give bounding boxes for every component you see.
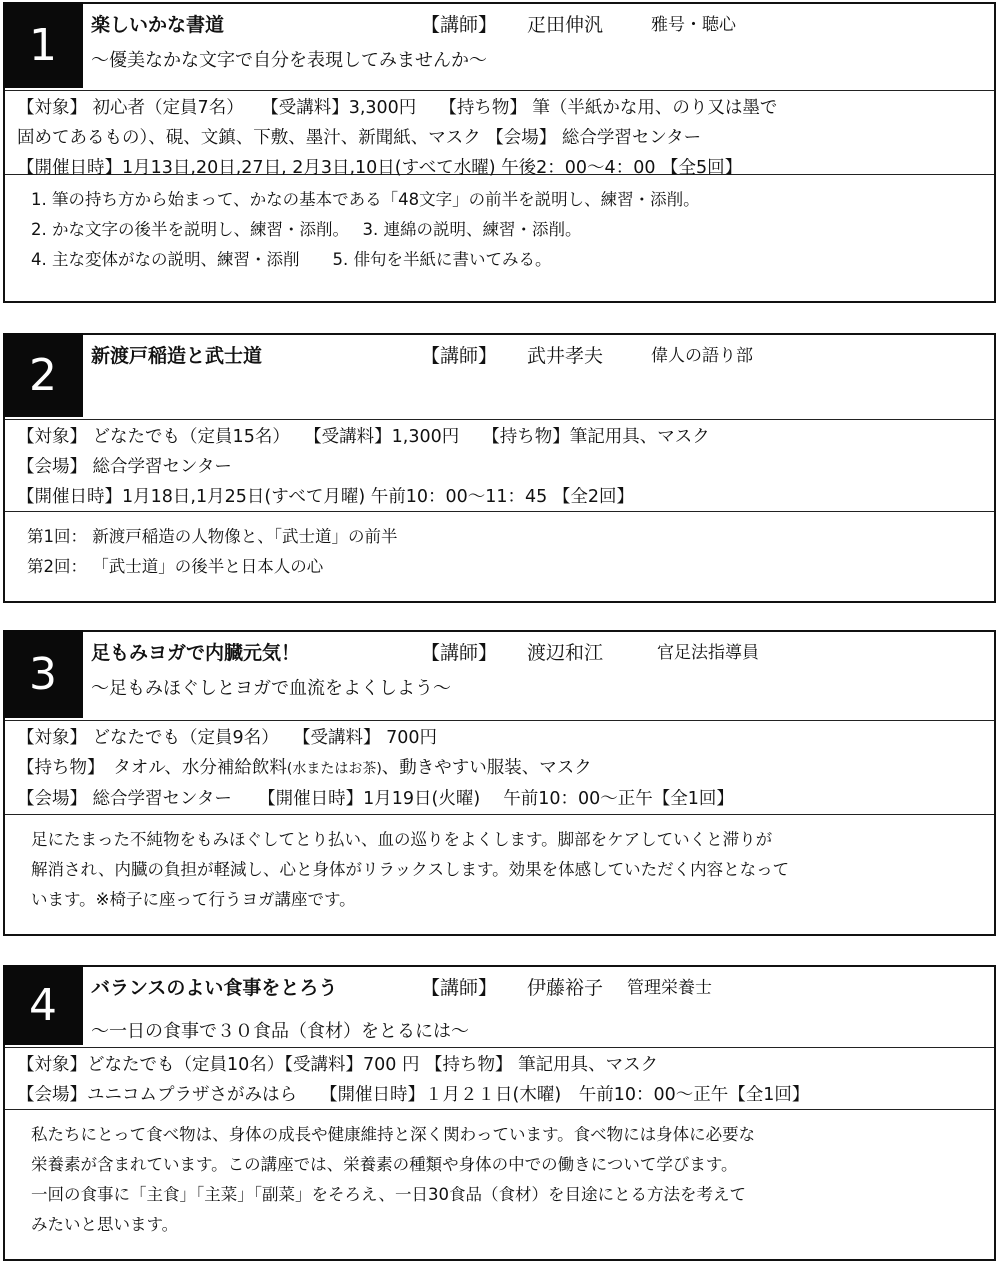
desc-line: 足にたまった不純物をもみほぐしてとり払い、血の巡りをよくします。脚部をケアしていくと滞りが [31, 830, 773, 849]
lecturer-label: 【講師】 [421, 14, 498, 36]
desc-line: 4. 主な変体がなの説明、練習・添削 5. 俳句を半紙に書いてみる。 [31, 250, 552, 269]
course-description [5, 512, 994, 582]
course-title: 楽しいかな書道 [91, 14, 225, 36]
course-info [5, 420, 994, 512]
course-subtitle: ～優美なかな文字で自分を表現してみませんか～ [91, 50, 487, 71]
course-description [5, 815, 994, 915]
course-2 [3, 333, 996, 603]
info-line: 【会場】ユニコムプラザさがみはら 【開催日時】１月２１日(木曜) 午前10：00～正午【全1回】 [17, 1085, 810, 1105]
course-header [5, 967, 994, 1048]
desc-line: 一回の食事に「主食」「主菜」「副菜」をそろえ、一日30食品（食材）を目途にとる方法を考えて [31, 1185, 746, 1204]
course-subtitle: ～足もみほぐしとヨガで血流をよくしよう～ [91, 678, 451, 699]
lecturer-role: 偉人の語り部 [651, 346, 753, 366]
info-line: 【開催日時】1月13日,20日,27日, 2月3日,10日(すべて水曜) 午後2：00～4：00 【全5回】 [17, 158, 743, 178]
info-note-small: (水またはお茶) [286, 761, 382, 777]
course-number: 4 [3, 965, 83, 1045]
lecturer-name: 渡辺和江 [527, 642, 604, 664]
info-line: 【持ち物】 タオル、水分補給飲料(水またはお茶)、動きやすい服装、マスク [17, 758, 592, 778]
course-title: 足もみヨガで内臓元気！ [91, 642, 301, 664]
course-info [5, 721, 994, 815]
desc-line: 1. 筆の持ち方から始まって、かなの基本である「48文字」の前半を説明し、練習・添削。 [31, 190, 700, 209]
course-title: バランスのよい食事をとろう [91, 977, 338, 999]
lecturer-name: 疋田伸汎 [527, 14, 604, 36]
course-info [5, 91, 994, 178]
course-1 [3, 2, 996, 303]
info-line: 【開催日時】1月18日,1月25日(すべて月曜) 午前10：00～11：45 【全2回】 [17, 487, 635, 507]
info-line: 固めてあるもの）、硯、文鎮、下敷、墨汁、新聞紙、マスク 【会場】 総合学習センター [17, 128, 702, 148]
desc-line: 第2回： 「武士道」の後半と日本人の心 [27, 557, 324, 576]
course-header [5, 632, 994, 721]
lecturer-name: 武井孝夫 [527, 345, 604, 367]
info-line: 【会場】 総合学習センター 【開催日時】1月19日(火曜) 午前10：00～正午【全1回】 [17, 789, 734, 809]
course-number: 2 [3, 333, 83, 417]
course-number: 1 [3, 2, 83, 88]
desc-line: 栄養素が含まれています。この講座では、栄養素の種類や身体の中での働きについて学びます。 [31, 1155, 738, 1174]
info-line: 【対象】 どなたでも（定員15名） 【受講料】1,300円 【持ち物】筆記用具、マスク [17, 427, 710, 447]
info-line: 【会場】 総合学習センター [17, 457, 232, 477]
course-header [5, 4, 994, 91]
course-4 [3, 965, 996, 1261]
info-line: 【対象】どなたでも（定員10名）【受講料】700 円 【持ち物】 筆記用具、マスク [17, 1055, 659, 1075]
course-description [5, 1110, 994, 1240]
desc-line: 私たちにとって食べ物は、身体の成長や健康維持と深く関わっています。食べ物には身体に必要な [31, 1125, 756, 1144]
lecturer-label: 【講師】 [421, 642, 498, 664]
course-description [5, 175, 994, 275]
course-title: 新渡戸稲造と武士道 [91, 345, 263, 367]
lecturer-role: 官足法指導員 [657, 643, 759, 663]
desc-line: 2. かな文字の後半を説明し、練習・添削。 3. 連綿の説明、練習・添削。 [31, 220, 582, 239]
course-header [5, 335, 994, 420]
course-3 [3, 630, 996, 936]
course-number: 3 [3, 630, 83, 718]
lecturer-label: 【講師】 [421, 345, 498, 367]
desc-line: 解消され、内臓の負担が軽減し、心と身体がリラックスします。効果を体感していただく内容となって [31, 860, 790, 879]
lecturer-role: 雅号・聴心 [651, 15, 736, 35]
desc-line: みたいと思います。 [31, 1215, 179, 1234]
desc-line: います。※椅子に座って行うヨガ講座です。 [31, 890, 356, 909]
lecturer-name: 伊藤裕子 [527, 977, 604, 999]
lecturer-role: 管理栄養士 [627, 978, 712, 998]
course-subtitle: ～一日の食事で３０食品（食材）をとるには～ [91, 1021, 469, 1042]
info-line: 【対象】 どなたでも（定員9名） 【受講料】 700円 [17, 728, 437, 748]
course-info [5, 1048, 994, 1110]
lecturer-label: 【講師】 [421, 977, 498, 999]
info-line: 【対象】 初心者（定員7名） 【受講料】3,300円 【持ち物】 筆（半紙かな用、のり又は墨で [17, 98, 778, 118]
desc-line: 第1回： 新渡戸稲造の人物像と、「武士道」の前半 [27, 527, 398, 546]
